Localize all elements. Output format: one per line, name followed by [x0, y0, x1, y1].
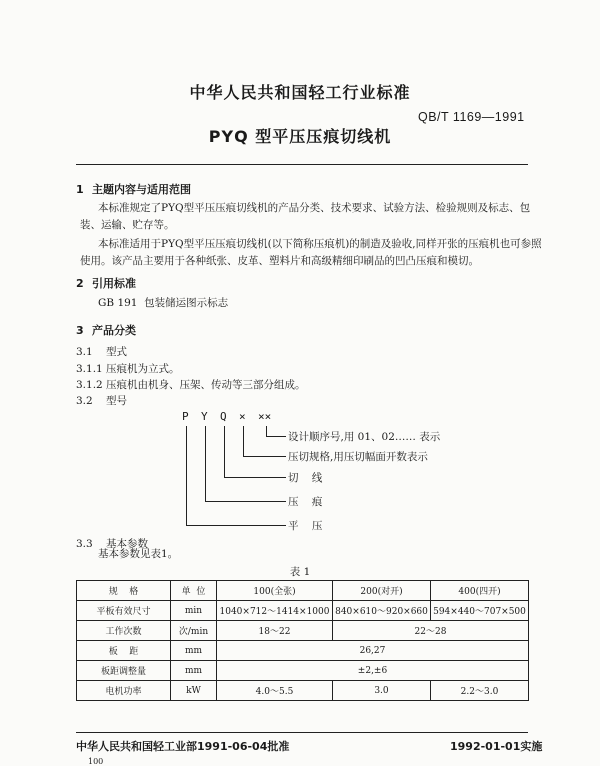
effective-date: 1992-01-01实施 — [450, 740, 543, 753]
row-unit: min — [171, 601, 217, 621]
table-header-200: 200(对开) — [333, 581, 431, 601]
table-row — [77, 661, 529, 681]
model-letter-x1: × — [239, 410, 246, 423]
section-1-para-1: 本标准规定了PYQ型平压压痕切线机的产品分类、技术要求、试验方法、检验规则及标志、包装、运输、贮存等。 — [80, 202, 531, 231]
row-value: 4.0～5.5 — [217, 681, 333, 701]
table-row — [77, 681, 529, 701]
section-3-3-note: 基本参数见表1。 — [98, 548, 179, 560]
row-value: 22～28 — [333, 621, 529, 641]
model-label-design-number: 设计顺序号,用 01、02…… 表示 — [288, 431, 441, 443]
model-letter-p: P — [182, 410, 189, 423]
page-number: 100 — [88, 757, 104, 766]
model-line-x1-h — [243, 456, 286, 457]
model-label-flat-press: 平 压 — [288, 520, 323, 532]
model-label-cutting-spec: 压切规格,用压切幅面开数表示 — [288, 451, 428, 463]
row-value: ±2,±6 — [217, 661, 529, 681]
row-name: 板 距 — [77, 641, 171, 661]
row-unit: 次/min — [171, 621, 217, 641]
model-line-p-h — [186, 525, 286, 526]
section-3-1: 3.1 型式 — [76, 346, 127, 358]
model-line-y-h — [205, 501, 286, 502]
organization-title: 中华人民共和国轻工行业标准 — [189, 83, 411, 102]
model-letter-q: Q — [220, 410, 227, 423]
row-value: 26,27 — [217, 641, 529, 661]
footer-rule — [76, 732, 528, 733]
row-name: 工作次数 — [77, 621, 171, 641]
table-row — [77, 621, 529, 641]
section-3-3: 3.3 基本参数 — [76, 538, 148, 550]
approval-text: 中华人民共和国轻工业部1991-06-04批准 — [76, 740, 290, 753]
model-line-x2-h — [266, 436, 286, 437]
table-row — [77, 641, 529, 661]
section-2-heading: 2 引用标准 — [76, 277, 136, 290]
section-3-heading: 3 产品分类 — [76, 324, 136, 337]
section-3-1-2: 3.1.2 压痕机由机身、压架、传动等三部分组成。 — [76, 379, 306, 391]
reference-standard: GB 191 包装储运图示标志 — [98, 297, 229, 309]
header-rule — [76, 164, 528, 165]
model-line-q-v — [224, 426, 225, 477]
model-letter-y: Y — [201, 410, 208, 423]
row-value: 840×610～920×660 — [333, 601, 431, 621]
table-row — [77, 601, 529, 621]
table-caption: 表 1 — [289, 566, 311, 578]
standard-code: QB/T 1169—1991 — [418, 110, 525, 124]
model-line-q-h — [224, 477, 286, 478]
table-header-row — [77, 581, 529, 601]
spec-table — [76, 580, 529, 701]
table-header-unit: 单 位 — [171, 581, 217, 601]
section-3-1-1: 3.1.1 压痕机为立式。 — [76, 363, 180, 375]
model-label-creasing: 压 痕 — [288, 496, 323, 508]
table-header-spec: 规 格 — [77, 581, 171, 601]
model-line-x2-v — [266, 426, 267, 436]
row-value: 18～22 — [217, 621, 333, 641]
model-letter-x2: ×× — [258, 410, 272, 423]
table-header-100: 100(全张) — [217, 581, 333, 601]
row-unit: mm — [171, 641, 217, 661]
row-value: 594×440～707×500 — [431, 601, 529, 621]
section-1-para-2: 本标准适用于PYQ型平压压痕切线机(以下简称压痕机)的制造及验收,同样开张的压痕机也可参照使用。该产品主要用于各种纸张、皮革、塑料片和高级精细印刷品的凹凸压痕和模切。 — [80, 238, 542, 267]
model-line-x1-v — [243, 426, 244, 456]
row-unit: mm — [171, 661, 217, 681]
row-value: 2.2～3.0 — [431, 681, 529, 701]
section-3-2: 3.2 型号 — [76, 395, 127, 407]
section-1-heading: 1 主题内容与适用范围 — [76, 183, 191, 196]
row-value: 1040×712～1414×1000 — [217, 601, 333, 621]
row-unit: kW — [171, 681, 217, 701]
row-name: 板距调整量 — [77, 661, 171, 681]
model-label-cutting-line: 切 线 — [288, 472, 323, 484]
table-header-400: 400(四开) — [431, 581, 529, 601]
document-title: PYQ 型平压压痕切线机 — [208, 127, 392, 146]
model-line-y-v — [205, 426, 206, 501]
row-name: 平板有效尺寸 — [77, 601, 171, 621]
row-value: 3.0 — [333, 681, 431, 701]
model-line-p-v — [186, 426, 187, 525]
row-name: 电机功率 — [77, 681, 171, 701]
